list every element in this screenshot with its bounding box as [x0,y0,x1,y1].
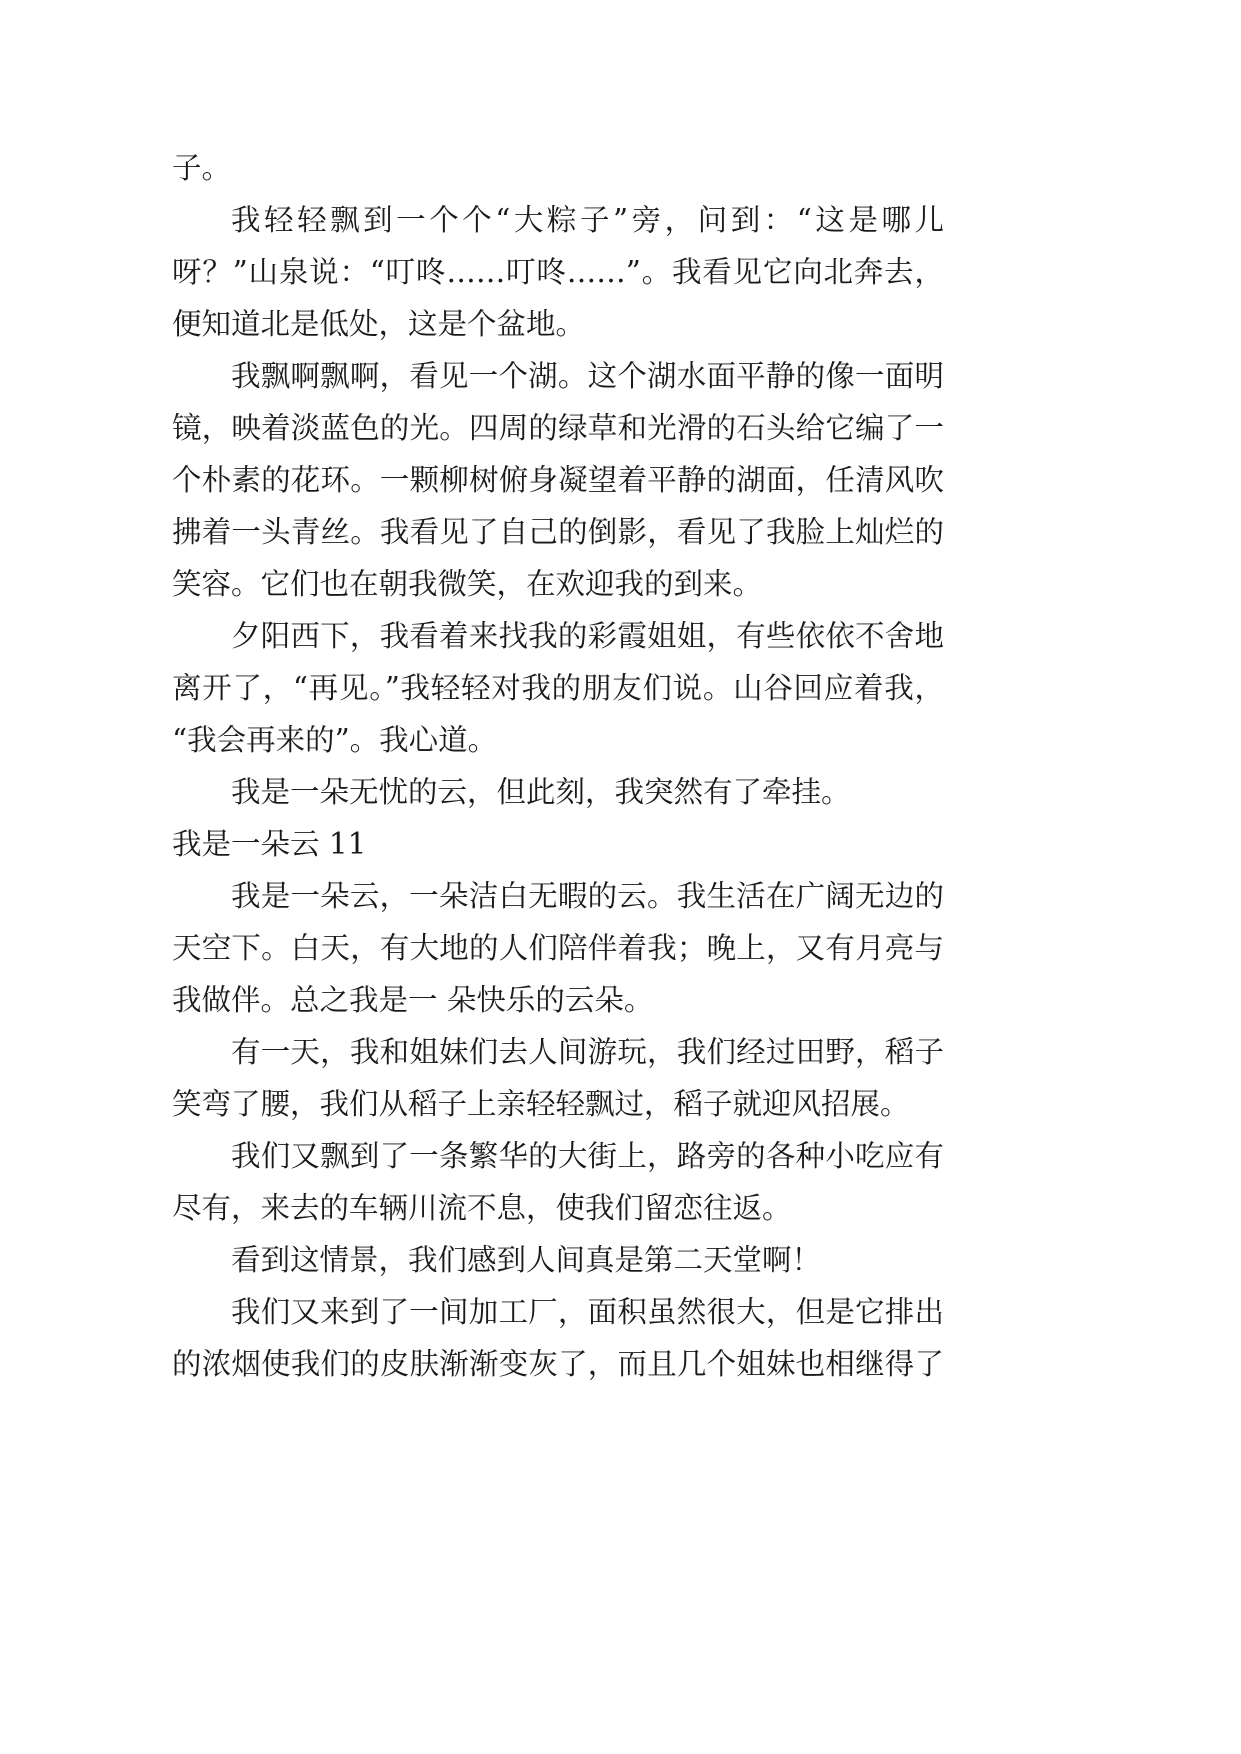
paragraph [172,194,944,350]
text-line: 我们又飘到了一条繁华的大街上，路旁的各种小吃应有 [231,1139,944,1173]
text-line: 拂着一头青丝。我看见了自己的倒影，看见了我脸上灿烂的 [172,515,944,549]
text-line: 有一天，我和姐妹们去人间游玩，我们经过田野，稻子 [231,1035,944,1069]
paragraph [172,350,944,610]
text-line: 看到这情景，我们感到人间真是第二天堂啊！ [231,1243,822,1277]
text-line: 我们又来到了一间加工厂，面积虽然很大，但是它排出 [231,1295,944,1329]
text-line: 镜，映着淡蓝色的光。四周的绿草和光滑的石头给它编了一 [172,411,944,445]
text-line: 离开了，“再见。”我轻轻对我的朋友们说。山谷回应着我， [172,671,944,705]
text-line: 我是一朵云，一朵洁白无暇的云。我生活在广阔无边的 [231,879,944,913]
heading-text: 我是一朵云 11 [172,827,367,861]
text-line: 天空下。白天，有大地的人们陪伴着我；晚上，又有月亮与 [172,931,944,965]
text-line: 笑容。它们也在朝我微笑，在欢迎我的到来。 [172,567,763,601]
paragraph [172,870,944,1026]
paragraph [172,766,944,818]
paragraph [172,1286,944,1390]
text-line: 夕阳西下，我看着来找我的彩霞姐姐，有些依依不舍地 [231,619,944,653]
text-line: 笑弯了腰，我们从稻子上亲轻轻飘过，稻子就迎风招展。 [172,1087,910,1121]
text-line: 个朴素的花环。一颗柳树俯身凝望着平静的湖面，任清风吹 [172,463,944,497]
text-line: 子。 [172,151,232,185]
section-heading [172,818,944,870]
paragraph [172,610,944,766]
text-line: 尽有，来去的车辆川流不息，使我们留恋往返。 [172,1191,792,1225]
paragraph [172,1234,944,1286]
text-line: “我会再来的”。我心道。 [172,723,498,757]
text-line: 呀？”山泉说：“叮咚……叮咚……”。我看见它向北奔去， [172,255,944,289]
paragraph [172,1130,944,1234]
text-line: 我轻轻飘到一个个“大粽子”旁，问到：“这是哪儿 [231,203,944,237]
text-line: 我飘啊飘啊，看见一个湖。这个湖水面平静的像一面明 [231,359,944,393]
text-column [172,142,944,1390]
text-line: 的浓烟使我们的皮肤渐渐变灰了，而且几个姐妹也相继得了 [172,1347,944,1381]
text-line: 我是一朵无忧的云，但此刻，我突然有了牵挂。 [231,775,851,809]
continuation-paragraph [172,142,944,194]
text-line: 我做伴。总之我是一 朵快乐的云朵。 [172,983,654,1017]
paragraph [172,1026,944,1130]
text-line: 便知道北是低处，这是个盆地。 [172,307,586,341]
